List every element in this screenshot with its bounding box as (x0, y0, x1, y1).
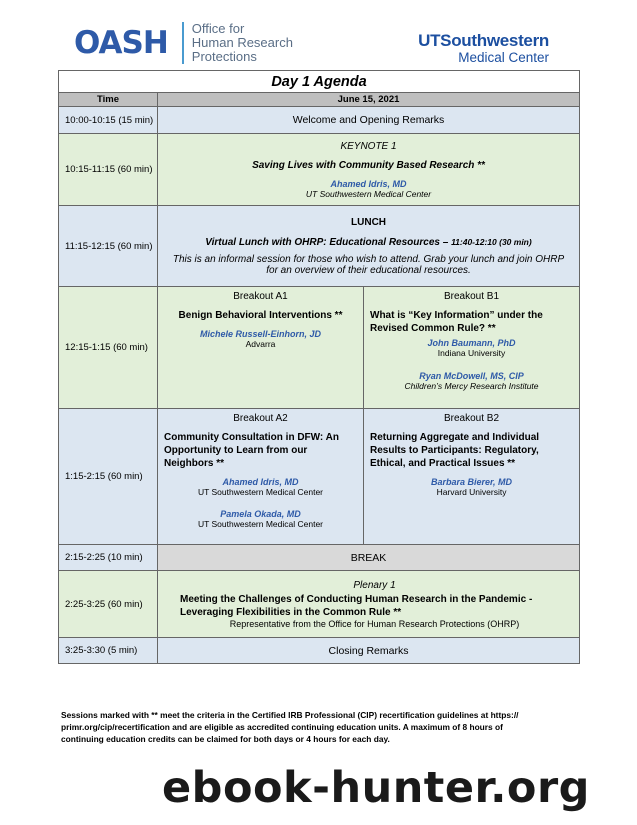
keynote-title: Saving Lives with Community Based Research ** (252, 159, 485, 171)
session-keynote (158, 134, 580, 206)
time-cell: 11:15-12:15 (60 min) (59, 206, 158, 287)
table-row (59, 206, 580, 287)
logo-divider (182, 22, 184, 64)
breakout-b2-title-1: Returning Aggregate and Individual (370, 432, 540, 443)
breakout-a2-title-2: Opportunity to Learn from our (164, 445, 308, 456)
oash-logo (74, 20, 293, 66)
breakout-b1-heading: Breakout B1 (443, 291, 500, 302)
session-breakout-a2 (158, 409, 364, 545)
agenda-table (58, 70, 580, 664)
keynote-speaker: Ahamed Idris, MD (330, 178, 407, 189)
breakout-b1-title-1: What is “Key Information” under the (370, 310, 543, 321)
keynote-affiliation: UT Southwestern Medical Center (305, 188, 432, 199)
time-cell: 1:15-2:15 (60 min) (59, 409, 158, 545)
lunch-title: Virtual Lunch with OHRP: Educational Resources – 11:40-12:10 (30 min) (205, 236, 532, 248)
breakout-a2-affiliation-1: UT Southwestern Medical Center (197, 487, 324, 497)
plenary-representative: Representative from the Office for Human Research Protections (OHRP) (229, 618, 520, 629)
breakout-b1-title-2: Revised Common Rule? ** (370, 323, 496, 334)
table-row (59, 638, 580, 664)
time-column-header: Time (59, 93, 158, 107)
date-column-header: June 15, 2021 (158, 93, 580, 107)
breakout-b1-speaker-2: Ryan McDowell, MS, CIP (419, 371, 524, 381)
breakout-b1-speaker-1: John Baumann, PhD (427, 338, 516, 348)
session-plenary (158, 571, 580, 638)
breakout-a1-affiliation: Advarra (245, 339, 276, 349)
breakout-a2-heading: Breakout A2 (233, 413, 288, 424)
breakout-b2-heading: Breakout B2 (443, 413, 500, 424)
cip-footnote: Sessions marked with ** meet the criteria in the Certified IRB Professional (CIP) recertification guidelines at https:// primr.org/cip/recertification and are eligible as accredited continuing education units. A maximum of 8 hours of continuing education credits can be claimed for both days or 4 hours for each day. (61, 710, 519, 744)
table-row (59, 545, 580, 571)
plenary-title-2: Leveraging Flexibilities in the Common Rule ** (180, 606, 402, 618)
table-row (59, 409, 580, 545)
agenda-title: Day 1 Agenda (59, 71, 580, 93)
watermark: ebook-hunter.org (162, 763, 590, 813)
breakout-b2-speaker: Barbara Bierer, MD (430, 477, 513, 487)
oash-office-name: Office for Human Research Protections (191, 21, 293, 64)
ut-logo-main: UTSouthwestern (418, 31, 549, 50)
breakout-a2-title-3: Neighbors ** (164, 458, 225, 469)
time-cell: 10:00-10:15 (15 min) (59, 107, 158, 134)
table-row (59, 107, 580, 134)
lunch-title-time: 11:40-12:10 (30 min) (451, 236, 532, 247)
breakout-a1-speaker: Michele Russell-Einhorn, JD (199, 329, 322, 339)
lunch-description-1: This is an informal session for those who wish to attend. Grab your lunch and join OHRP (172, 253, 565, 265)
session-lunch (158, 206, 580, 287)
time-cell: 12:15-1:15 (60 min) (59, 287, 158, 409)
breakout-a2-affiliation-2: UT Southwestern Medical Center (197, 519, 324, 529)
session-breakout-b1 (364, 287, 580, 409)
lunch-description-2: for an overview of their educational resources. (266, 264, 471, 276)
breakout-b2-affiliation: Harvard University (436, 487, 507, 497)
session-closing: Closing Remarks (158, 638, 580, 664)
table-row (59, 287, 580, 409)
breakout-b2-title-2: Results to Participants: Regulatory, (370, 445, 539, 456)
breakout-a1-title: Benign Behavioral Interventions ** (178, 310, 343, 321)
breakout-a2-speaker-2: Pamela Okada, MD (220, 509, 301, 519)
breakout-a2-speaker-1: Ahamed Idris, MD (222, 477, 299, 487)
ut-logo-sub: Medical Center (458, 50, 549, 65)
session-welcome: Welcome and Opening Remarks (158, 107, 580, 134)
lunch-heading: LUNCH (351, 216, 387, 228)
table-row (59, 134, 580, 206)
session-break: BREAK (158, 545, 580, 571)
breakout-b1-affiliation-2: Children’s Mercy Research Institute (404, 381, 539, 391)
breakout-a2-title-1: Community Consultation in DFW: An (164, 432, 339, 443)
plenary-heading: Plenary 1 (353, 579, 396, 591)
time-cell: 10:15-11:15 (60 min) (59, 134, 158, 206)
time-cell: 2:25-3:25 (60 min) (59, 571, 158, 638)
oash-wordmark: OASH (74, 25, 168, 61)
time-cell: 3:25-3:30 (5 min) (59, 638, 158, 664)
plenary-title-1: Meeting the Challenges of Conducting Human Research in the Pandemic - (180, 593, 533, 605)
session-breakout-a1 (158, 287, 364, 409)
time-cell: 2:15-2:25 (10 min) (59, 545, 158, 571)
ut-southwestern-logo (418, 31, 549, 65)
breakout-a1-heading: Breakout A1 (233, 291, 288, 302)
breakout-b1-affiliation-1: Indiana University (437, 348, 506, 358)
session-breakout-b2 (364, 409, 580, 545)
keynote-heading: KEYNOTE 1 (340, 140, 397, 152)
breakout-b2-title-3: Ethical, and Practical Issues ** (370, 458, 516, 469)
table-row (59, 571, 580, 638)
